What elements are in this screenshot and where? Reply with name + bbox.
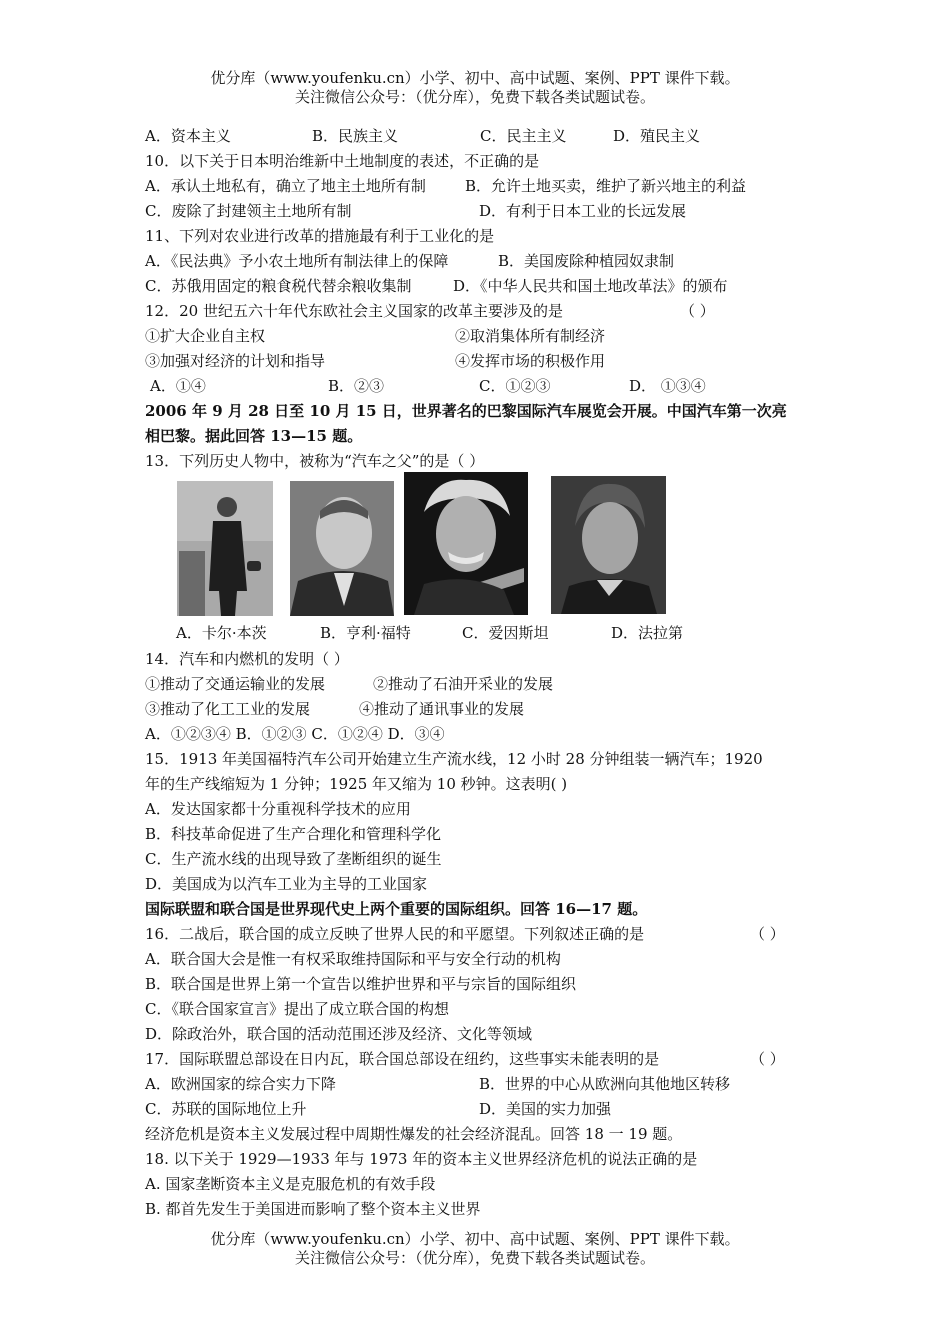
page-header-line2: 关注微信公众号：（优分库），免费下载各类试题试卷。 [294, 88, 655, 106]
q16-option-a[interactable]: A．联合国大会是惟一有权采取维持国际和平与安全行动的机构 [145, 950, 561, 968]
q11-option-a[interactable]: A．《民法典》予小农土地所有制法律上的保障 [145, 252, 449, 270]
photo-henry-ford [290, 481, 394, 616]
q18-stem: 18. 以下关于 1929—1933 年与 1973 年的资本主义世界经济危机的说法正确的是 [145, 1150, 698, 1168]
photo-karl-benz-illustration [177, 481, 273, 616]
q12-option-d[interactable]: D． ①③④ [629, 377, 706, 395]
q17-answer-paren: （ ） [750, 1050, 785, 1068]
q17-option-d[interactable]: D．美国的实力加强 [479, 1100, 612, 1118]
q10-option-b[interactable]: B．允许土地买卖，维护了新兴地主的利益 [465, 177, 747, 195]
q15-option-b[interactable]: B．科技革命促进了生产合理化和管理科学化 [145, 825, 442, 843]
q14-item-1: ①推动了交通运输业的发展 [145, 675, 326, 693]
intro-13-15-line1: 2006 年 9 月 28 日至 10 月 15 日，世界著名的巴黎国际汽车展览会开展。中国汽车第一次亮 [145, 402, 787, 420]
q17-stem: 17．国际联盟总部设在日内瓦，联合国总部设在纽约，这些事实未能表明的是 [145, 1050, 660, 1068]
q14-item-4: ④推动了通讯事业的发展 [359, 700, 525, 718]
q12-option-a[interactable]: A．①④ [150, 377, 206, 395]
q9-option-a[interactable]: A．资本主义 [145, 127, 231, 145]
q12-answer-paren: （ ） [680, 302, 715, 320]
q11-option-d[interactable]: D．《中华人民共和国土地改革法》的颁布 [453, 277, 728, 295]
q14-stem: 14．汽车和内燃机的发明（ ） [145, 650, 349, 668]
q17-option-b[interactable]: B．世界的中心从欧洲向其他地区转移 [479, 1075, 731, 1093]
q12-item-2: ②取消集体所有制经济 [455, 327, 606, 345]
q14-options[interactable]: A．①②③④ B．①②③ C．①②④ D．③④ [145, 725, 445, 743]
page-footer-line1: 优分库（www.youfenku.cn）小学、初中、高中试题、案例、PPT 课件下载。 [210, 1230, 740, 1248]
q11-option-b[interactable]: B．美国废除种植园奴隶制 [498, 252, 675, 270]
q11-stem: 11、下列对农业进行改革的措施最有利于工业化的是 [145, 227, 495, 245]
q13-option-d[interactable]: D．法拉第 [611, 624, 684, 642]
photo-faraday-illustration [551, 476, 666, 614]
page-header-line1: 优分库（www.youfenku.cn）小学、初中、高中试题、案例、PPT 课件下载。 [210, 69, 740, 87]
q15-stem-line1: 15．1913 年美国福特汽车公司开始建立生产流水线，12 小时 28 分钟组装一辆汽车；1920 [145, 750, 763, 768]
q15-option-c[interactable]: C．生产流水线的出现导致了垄断组织的诞生 [145, 850, 442, 868]
q11-option-c[interactable]: C．苏俄用固定的粮食税代替余粮收集制 [145, 277, 412, 295]
q9-option-b[interactable]: B．民族主义 [312, 127, 399, 145]
q15-option-d[interactable]: D．美国成为以汽车工业为主导的工业国家 [145, 875, 428, 893]
q12-option-b[interactable]: B．②③ [328, 377, 385, 395]
photo-henry-ford-illustration [290, 481, 394, 616]
q12-item-1: ①扩大企业自主权 [145, 327, 266, 345]
q10-option-c[interactable]: C．废除了封建领主土地所有制 [145, 202, 352, 220]
intro-16-17: 国际联盟和联合国是世界现代史上两个重要的国际组织。回答 16—17 题。 [145, 900, 648, 918]
q17-option-c[interactable]: C．苏联的国际地位上升 [145, 1100, 307, 1118]
q13-option-c[interactable]: C．爱因斯坦 [462, 624, 549, 642]
q14-item-2: ②推动了石油开采业的发展 [373, 675, 554, 693]
q14-item-3: ③推动了化工工业的发展 [145, 700, 311, 718]
intro-18-19: 经济危机是资本主义发展过程中周期性爆发的社会经济混乱。回答 18 一 19 题。 [145, 1125, 683, 1143]
q18-option-b[interactable]: B. 都首先发生于美国进而影响了整个资本主义世界 [145, 1200, 481, 1218]
photo-einstein-illustration [404, 472, 528, 615]
q12-item-3: ③加强对经济的计划和指导 [145, 352, 326, 370]
q16-option-d[interactable]: D．除政治外，联合国的活动范围还涉及经济、文化等领域 [145, 1025, 533, 1043]
page-footer-line2: 关注微信公众号：（优分库），免费下载各类试题试卷。 [294, 1249, 655, 1267]
q12-item-4: ④发挥市场的积极作用 [455, 352, 606, 370]
q10-option-d[interactable]: D．有利于日本工业的长远发展 [479, 202, 687, 220]
q16-option-b[interactable]: B．联合国是世界上第一个宣告以维护世界和平与宗旨的国际组织 [145, 975, 577, 993]
q16-option-c[interactable]: C．《联合国家宣言》提出了成立联合国的构想 [145, 1000, 449, 1018]
q13-stem: 13．下列历史人物中，被称为“汽车之父”的是（ ） [145, 452, 485, 470]
q17-option-a[interactable]: A．欧洲国家的综合实力下降 [145, 1075, 336, 1093]
photo-faraday [551, 476, 666, 614]
q12-option-c[interactable]: C．①②③ [479, 377, 551, 395]
q15-stem-line2: 年的生产线缩短为 1 分钟；1925 年又缩为 10 秒钟。这表明( ) [145, 775, 568, 793]
q16-stem: 16．二战后，联合国的成立反映了世界人民的和平愿望。下列叙述正确的是 [145, 925, 645, 943]
intro-13-15-line2: 相巴黎。据此回答 13—15 题。 [145, 427, 363, 445]
q10-stem: 10．以下关于日本明治维新中土地制度的表述，不正确的是 [145, 152, 540, 170]
photo-karl-benz [177, 481, 273, 616]
q9-option-d[interactable]: D．殖民主义 [613, 127, 701, 145]
q15-option-a[interactable]: A．发达国家都十分重视科学技术的应用 [145, 800, 411, 818]
q12-stem: 12．20 世纪五六十年代东欧社会主义国家的改革主要涉及的是 [145, 302, 563, 320]
q13-option-b[interactable]: B．亨利·福特 [320, 624, 411, 642]
q16-answer-paren: （ ） [750, 925, 785, 943]
q10-option-a[interactable]: A．承认土地私有，确立了地主土地所有制 [145, 177, 426, 195]
photo-einstein [404, 472, 528, 615]
q13-option-a[interactable]: A．卡尔·本茨 [176, 624, 267, 642]
q18-option-a[interactable]: A. 国家垄断资本主义是克服危机的有效手段 [145, 1175, 436, 1193]
q9-option-c[interactable]: C．民主主义 [480, 127, 567, 145]
